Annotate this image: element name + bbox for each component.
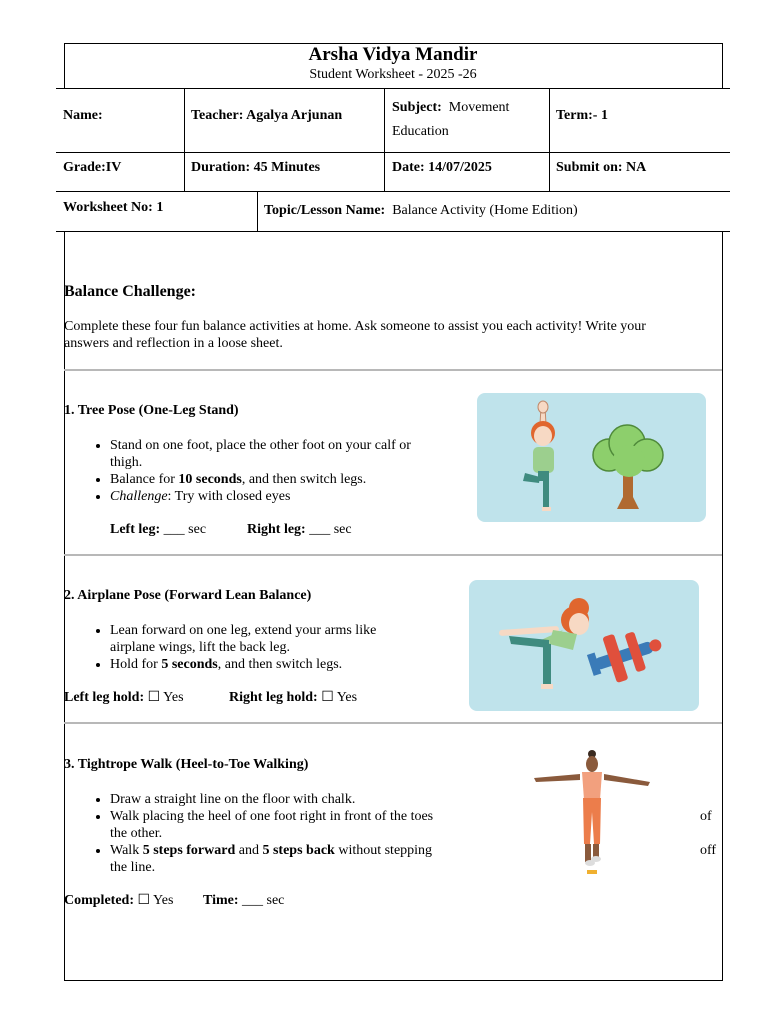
- col-line-4: [257, 191, 258, 232]
- col-line-2: [384, 88, 385, 192]
- airplane-bullet-2-post: , and then switch legs.: [217, 657, 343, 672]
- list-item: [110, 808, 766, 842]
- list-item: [110, 488, 510, 505]
- tightrope-list: [64, 791, 766, 876]
- tightrope-bullet-3-bold2: 5 steps back: [262, 843, 335, 858]
- tightrope-illustration: [530, 748, 656, 878]
- right-leg-hold-checkbox[interactable]: ☐ Yes: [321, 690, 358, 705]
- tree-bullet-2-bold: 10 seconds: [178, 472, 242, 487]
- grade-field: Grade:IV: [63, 160, 122, 175]
- tightrope-bullet-1: Draw a straight line on the floor with chalk.: [110, 792, 356, 807]
- col-line-3: [549, 88, 550, 192]
- worksheet-subtitle: Student Worksheet - 2025 -26: [309, 67, 477, 82]
- tightrope-bullet-2b: the other.: [110, 826, 163, 841]
- row-line-2: [56, 152, 730, 153]
- tree-bullet-3-post: : Try with closed eyes: [167, 489, 291, 504]
- tree-record: [110, 521, 206, 538]
- row-line-3: [56, 191, 730, 192]
- right-leg-label: Right leg:: [247, 522, 306, 537]
- date-field: Date: 14/07/2025: [392, 160, 492, 175]
- body-border-bottom: [64, 980, 723, 981]
- left-leg-hold-checkbox[interactable]: ☐ Yes: [147, 690, 184, 705]
- term-field: Term:- 1: [556, 108, 608, 123]
- divider-1: [64, 369, 722, 371]
- intro-text: [64, 318, 646, 352]
- tightrope-bullet-3b: the line.: [110, 860, 156, 875]
- right-leg-blank: ___ sec: [309, 522, 352, 537]
- tree-bullet-2-pre: Balance for: [110, 472, 179, 487]
- airplane-pose-title: 2. Airplane Pose (Forward Lean Balance): [64, 588, 312, 603]
- tightrope-bullet-3-off: off: [700, 843, 717, 858]
- col-line-1: [184, 88, 185, 192]
- airplane-right-record: [229, 689, 357, 706]
- name-label: Name:: [63, 108, 103, 123]
- subject-value-1: Movement: [448, 100, 510, 115]
- tightrope-bullet-2a: Walk placing the heel of one foot right in front of the toes: [110, 809, 434, 824]
- duration-field: Duration: 45 Minutes: [191, 160, 321, 175]
- right-leg-hold-label: Right leg hold:: [229, 690, 318, 705]
- tree-record-right: [247, 521, 352, 538]
- time-blank: ___ sec: [242, 893, 285, 908]
- tree-pose-title: 1. Tree Pose (One-Leg Stand): [64, 403, 239, 418]
- divider-2: [64, 554, 722, 556]
- tightrope-bullet-3-post: without stepping: [334, 843, 433, 858]
- airplane-pose-list: [64, 622, 510, 673]
- intro-line-2: answers and reflection in a loose sheet.: [64, 336, 283, 351]
- border-right-top: [722, 43, 723, 89]
- tightrope-bullet-2-of: of: [700, 809, 712, 824]
- tightrope-completed: [64, 892, 173, 909]
- list-item: [110, 622, 510, 656]
- challenge-heading: Balance Challenge:: [64, 283, 196, 300]
- tree-bullet-2-post: , and then switch legs.: [241, 472, 367, 487]
- school-name: Arsha Vidya Mandir: [308, 44, 478, 65]
- airplane-bullet-1b: airplane wings, lift the back leg.: [110, 640, 290, 655]
- airplane-pose-illustration: [469, 580, 699, 711]
- list-item: [110, 471, 510, 488]
- airplane-bullet-2-pre: Hold for: [110, 657, 162, 672]
- divider-3: [64, 722, 722, 724]
- tree-bullet-1b: thigh.: [110, 455, 143, 470]
- subject-field: [392, 96, 509, 144]
- airplane-bullet-1a: Lean forward on one leg, extend your arms like: [110, 623, 377, 638]
- list-item: [110, 437, 510, 471]
- tightrope-bullet-3-pre: Walk: [110, 843, 143, 858]
- tree-pose-illustration: [477, 393, 706, 522]
- tightrope-title: 3. Tightrope Walk (Heel-to-Toe Walking): [64, 757, 309, 772]
- left-leg-hold-label: Left leg hold:: [64, 690, 145, 705]
- teacher-field: Teacher: Agalya Arjunan: [191, 108, 343, 123]
- subject-label: Subject:: [392, 100, 442, 115]
- topic-value: Balance Activity (Home Edition): [392, 203, 578, 218]
- tightrope-time: [203, 892, 284, 909]
- left-leg-blank: ___ sec: [163, 522, 207, 537]
- topic-field: [264, 203, 578, 219]
- airplane-bullet-2-bold: 5 seconds: [161, 657, 218, 672]
- row-line-4: [56, 231, 730, 232]
- intro-line-1: Complete these four fun balance activities at home. Ask someone to assist you each activity! Write your: [64, 319, 646, 334]
- time-label: Time:: [203, 893, 239, 908]
- tree-bullet-3-italic: Challenge: [110, 489, 168, 504]
- tightrope-bullet-3-bold1: 5 steps forward: [142, 843, 236, 858]
- list-item: [110, 842, 766, 876]
- row-line-1: [56, 88, 730, 89]
- submit-field: Submit on: NA: [556, 160, 647, 175]
- tree-pose-list: [64, 437, 510, 505]
- worksheet-no: Worksheet No: 1: [63, 200, 164, 215]
- left-leg-label: Left leg:: [110, 522, 161, 537]
- topic-label: Topic/Lesson Name:: [264, 203, 386, 218]
- airplane-left-record: [64, 689, 184, 706]
- list-item: [110, 791, 766, 808]
- subject-value-2: Education: [392, 124, 449, 139]
- completed-label: Completed:: [64, 893, 134, 908]
- tightrope-bullet-3-mid: and: [235, 843, 263, 858]
- list-item: [110, 656, 510, 673]
- completed-checkbox[interactable]: ☐ Yes: [137, 893, 174, 908]
- tree-bullet-1a: Stand on one foot, place the other foot on your calf or: [110, 438, 411, 453]
